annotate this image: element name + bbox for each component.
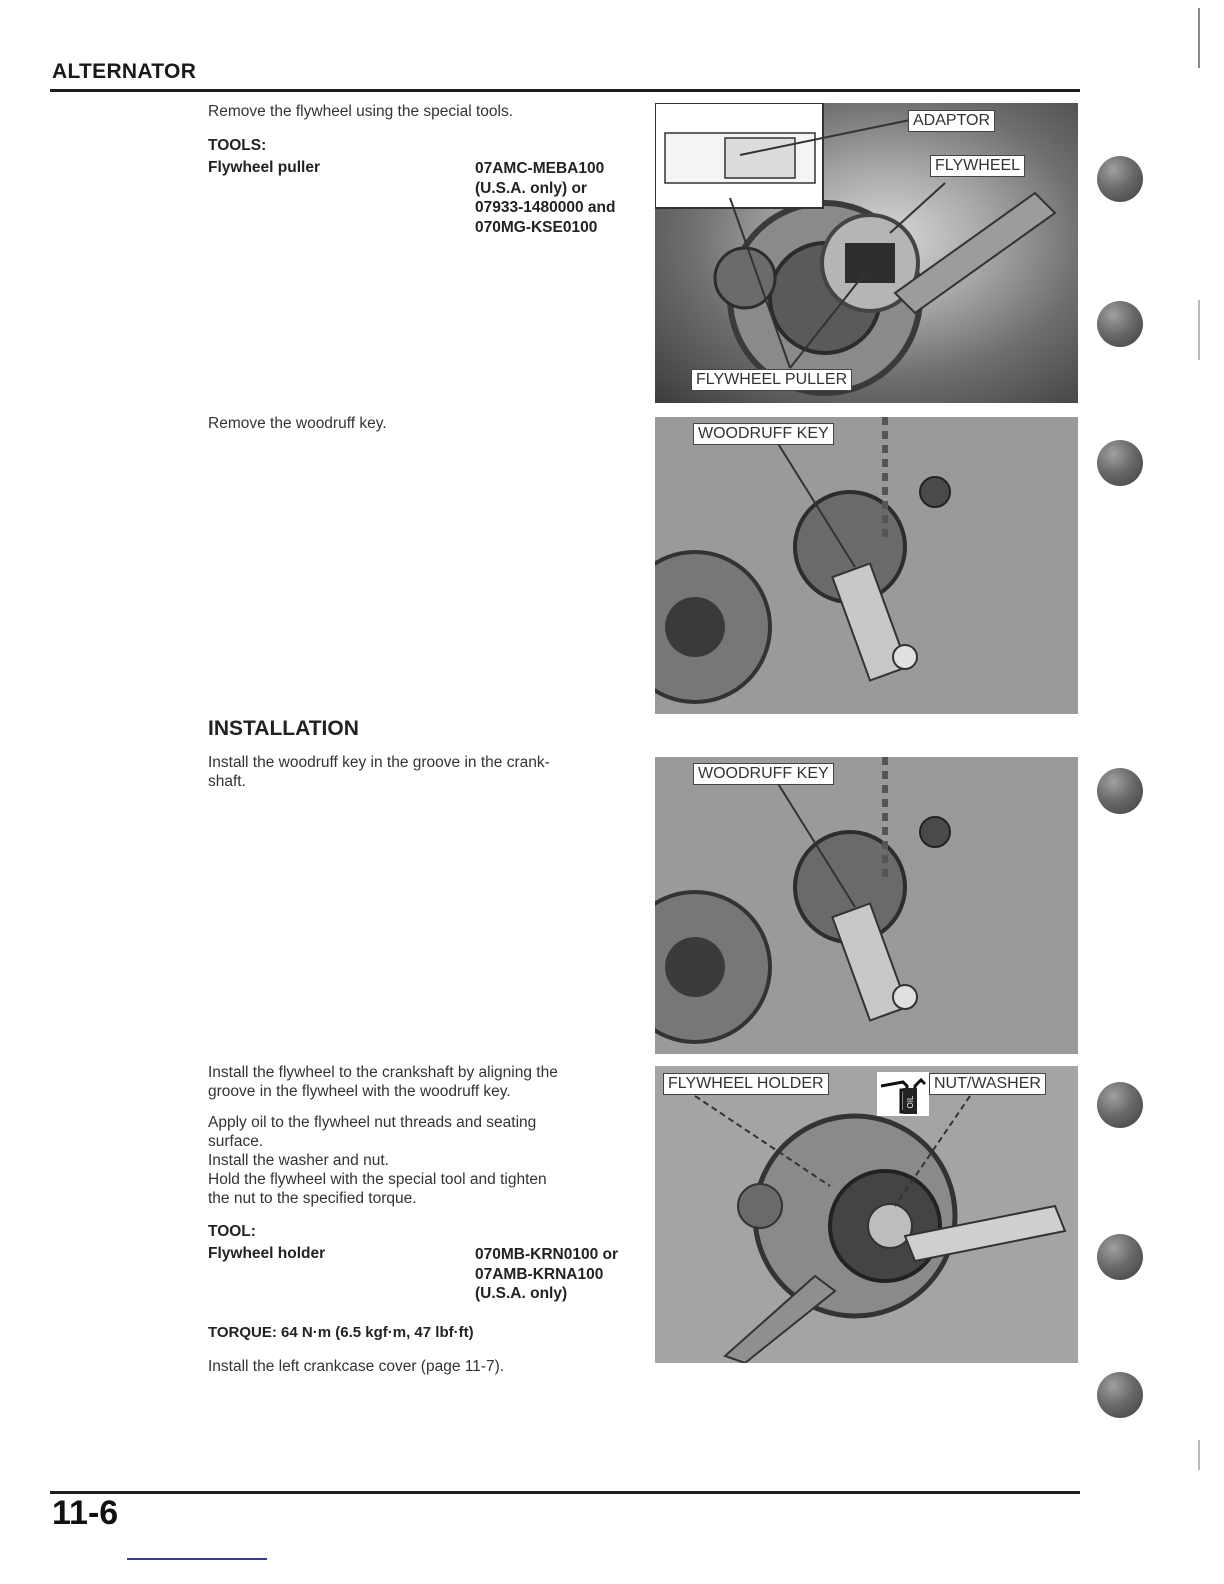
install-flywheel-step	[208, 1063, 648, 1101]
text-line: Apply oil to the flywheel nut threads and seating	[208, 1114, 537, 1131]
flywheel-holder-photo	[655, 1066, 1078, 1363]
text-line: Install the flywheel to the crankshaft by aligning the	[208, 1064, 558, 1081]
flywheel-removal-photo	[655, 103, 1078, 403]
part-number: (U.S.A. only) or	[475, 179, 587, 197]
binder-dot	[1097, 156, 1143, 202]
flywheel-holder-label: FLYWHEEL HOLDER	[663, 1073, 829, 1095]
text-line: the nut to the specified torque.	[208, 1190, 417, 1207]
flywheel-puller-label: FLYWHEEL PULLER	[691, 369, 852, 391]
binder-dot	[1097, 440, 1143, 486]
woodruff-key-label: WOODRUFF KEY	[693, 423, 834, 445]
text-line: shaft.	[208, 773, 246, 790]
binder-dot	[1097, 1082, 1143, 1128]
part-number: 07933-1480000 and	[475, 199, 616, 216]
text-line: surface.	[208, 1133, 264, 1150]
tool-heading: TOOL:	[208, 1223, 256, 1240]
scan-edge-mark	[1198, 1440, 1200, 1470]
binder-dot	[1097, 301, 1143, 347]
part-number: 07AMB-KRNA100	[475, 1265, 604, 1283]
text-line: Install the woodruff key in the groove in the crank-	[208, 754, 550, 771]
header-rule	[50, 89, 1080, 92]
holder-part-numbers	[475, 1245, 618, 1304]
tool-name-flywheel-puller: Flywheel puller	[208, 159, 320, 176]
install-woodruff-step	[208, 753, 648, 791]
part-number: 070MG-KSE0100	[475, 218, 598, 236]
torque-spec: TORQUE: 64 N·m (6.5 kgf·m, 47 lbf·ft)	[208, 1324, 474, 1341]
tools-heading: TOOLS:	[208, 137, 267, 154]
svg-text:OIL: OIL	[906, 1095, 915, 1109]
flywheel-label: FLYWHEEL	[930, 155, 1025, 177]
part-number: (U.S.A. only)	[475, 1285, 568, 1302]
text-line: groove in the flywheel with the woodruff key.	[208, 1083, 511, 1100]
binder-dot	[1097, 768, 1143, 814]
page-number: 11-6	[52, 1494, 119, 1532]
woodruff-key-install-photo	[655, 757, 1078, 1054]
remove-flywheel-instruction: Remove the flywheel using the special tools.	[208, 103, 513, 120]
binder-dot	[1097, 1372, 1143, 1418]
footer-underline	[127, 1558, 267, 1560]
install-cover-step: Install the left crankcase cover (page 11-7).	[208, 1358, 505, 1375]
apply-oil-step	[208, 1113, 648, 1208]
tool-name-flywheel-holder: Flywheel holder	[208, 1245, 326, 1262]
scan-edge-mark	[1198, 300, 1200, 360]
binder-dot	[1097, 1234, 1143, 1280]
text-line: Install the washer and nut.	[208, 1152, 389, 1169]
oil-can-icon	[877, 1072, 929, 1116]
adaptor-label: ADAPTOR	[908, 110, 995, 132]
puller-part-numbers	[475, 159, 615, 237]
nut-washer-label: NUT/WASHER	[929, 1073, 1046, 1095]
installation-heading: INSTALLATION	[208, 717, 359, 740]
part-number: 070MB-KRN0100 or	[475, 1246, 618, 1263]
text-line: Hold the flywheel with the special tool and tighten	[208, 1171, 547, 1188]
footer-rule	[50, 1491, 1080, 1494]
woodruff-key-removal-photo	[655, 417, 1078, 714]
scan-edge-mark	[1198, 8, 1200, 68]
remove-woodruff-instruction: Remove the woodruff key.	[208, 415, 387, 432]
woodruff-key-label: WOODRUFF KEY	[693, 763, 834, 785]
part-number: 07AMC-MEBA100	[475, 160, 605, 177]
section-title: ALTERNATOR	[52, 60, 197, 83]
